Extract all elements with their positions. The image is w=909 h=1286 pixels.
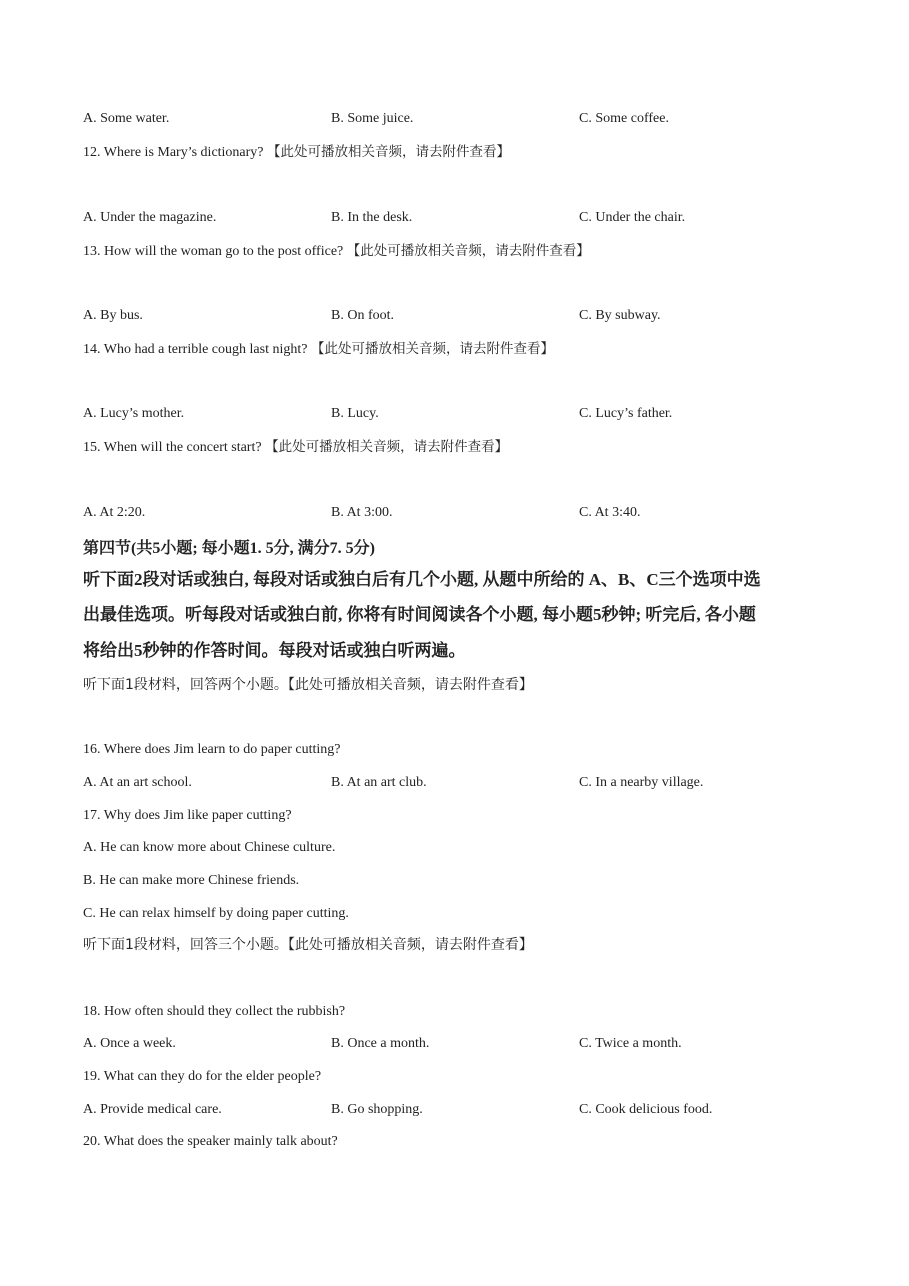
q19-stem: 19. What can they do for the elder people?: [83, 1069, 322, 1084]
q15-question: 15. When will the concert start?: [83, 440, 262, 455]
q15-option-a: A. At 2:20.: [83, 505, 146, 520]
q12-audio-link[interactable]: 【此处可播放相关音频，请去附件查看】: [267, 144, 511, 160]
q16-option-c: C. In a nearby village.: [579, 775, 704, 790]
q13-audio-link[interactable]: 【此处可播放相关音频，请去附件查看】: [346, 243, 590, 259]
q17-option-a: A. He can know more about Chinese culture.: [83, 840, 336, 855]
q14-option-b: B. Lucy.: [331, 406, 379, 421]
q12-question: 12. Where is Mary’s dictionary?: [83, 145, 264, 160]
q12-option-a: A. Under the magazine.: [83, 210, 217, 225]
material1-prompt[interactable]: 听下面1段材料，回答两个小题。【此处可播放相关音频，请去附件查看】: [83, 677, 533, 693]
q13-option-a: A. By bus.: [83, 308, 143, 323]
q18-stem: 18. How often should they collect the rubbish?: [83, 1004, 346, 1019]
q17-option-c: C. He can relax himself by doing paper cutting.: [83, 906, 349, 921]
q20-stem: 20. What does the speaker mainly talk about?: [83, 1134, 338, 1149]
q15-option-b: B. At 3:00.: [331, 505, 393, 520]
material2-prompt[interactable]: 听下面1段材料，回答三个小题。【此处可播放相关音频，请去附件查看】: [83, 937, 533, 953]
q16-option-a: A. At an art school.: [83, 775, 192, 790]
q12-option-c: C. Under the chair.: [579, 210, 686, 225]
q11-options: [0, 110, 909, 128]
section4-instruction-line1: 听下面2段对话或独白, 每段对话或独白后有几个小题, 从题中所给的 A、B、C三个选项中选: [83, 570, 761, 589]
q14-option-c: C. Lucy’s father.: [579, 406, 673, 421]
q17-option-b: B. He can make more Chinese friends.: [83, 873, 300, 888]
q18-option-a: A. Once a week.: [83, 1036, 176, 1051]
q19-option-b: B. Go shopping.: [331, 1102, 423, 1117]
q14-stem: [83, 340, 554, 359]
q18-option-c: C. Twice a month.: [579, 1036, 682, 1051]
q15-option-c: C. At 3:40.: [579, 505, 641, 520]
section4-title: 第四节(共5小题; 每小题1. 5分, 满分7. 5分): [83, 540, 375, 557]
q13-stem: [83, 242, 590, 261]
q16-stem: 16. Where does Jim learn to do paper cutting?: [83, 742, 341, 757]
q14-audio-link[interactable]: 【此处可播放相关音频，请去附件查看】: [310, 341, 554, 357]
q13-question: 13. How will the woman go to the post office?: [83, 244, 344, 259]
q15-options: [0, 504, 909, 522]
q12-stem: [83, 143, 510, 162]
q16-options: [0, 774, 909, 792]
q19-option-c: C. Cook delicious food.: [579, 1102, 713, 1117]
q14-question: 14. Who had a terrible cough last night?: [83, 342, 308, 357]
q15-audio-link[interactable]: 【此处可播放相关音频，请去附件查看】: [265, 439, 509, 455]
q13-option-b: B. On foot.: [331, 308, 394, 323]
q19-option-a: A. Provide medical care.: [83, 1102, 222, 1117]
q13-option-c: C. By subway.: [579, 308, 661, 323]
q16-option-b: B. At an art club.: [331, 775, 427, 790]
q18-option-b: B. Once a month.: [331, 1036, 430, 1051]
q11-option-c: C. Some coffee.: [579, 111, 669, 126]
section4-instruction-line3: 将给出5秒钟的作答时间。每段对话或独白听两遍。: [83, 641, 466, 660]
q12-option-b: B. In the desk.: [331, 210, 413, 225]
q14-options: [0, 405, 909, 423]
q12-options: [0, 209, 909, 227]
q11-option-a: A. Some water.: [83, 111, 170, 126]
q13-options: [0, 307, 909, 325]
q17-stem: 17. Why does Jim like paper cutting?: [83, 808, 292, 823]
section4-instruction-line2: 出最佳选项。听每段对话或独白前, 你将有时间阅读各个小题, 每小题5秒钟; 听完后, 各小题: [83, 605, 756, 624]
q19-options: [0, 1101, 909, 1119]
q14-option-a: A. Lucy’s mother.: [83, 406, 185, 421]
q15-stem: [83, 438, 508, 457]
q11-option-b: B. Some juice.: [331, 111, 414, 126]
q18-options: [0, 1035, 909, 1053]
